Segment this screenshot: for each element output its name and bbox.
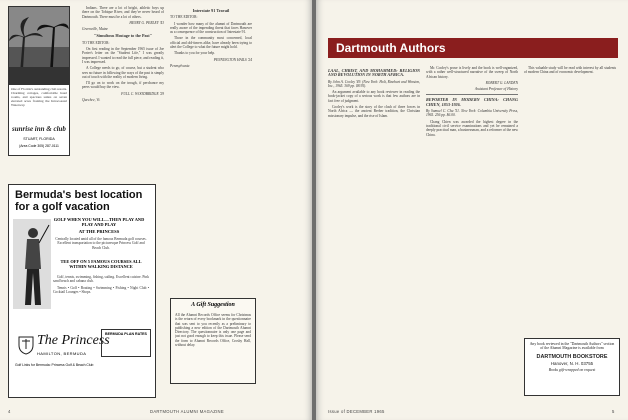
right-page: [316, 0, 628, 420]
letter3-title: Interstate 91 Travail: [192, 8, 230, 13]
review2-body1: Chang Chien was awarded the highest degree in the traditional civil service examinations and yet he remained a deeply practical man, a businessman, and a reformer of the new China.: [426, 119, 518, 137]
gift-body: All the Alumni Records Office seems for Christmas is the return of every bookmark in the questionnaire that was sent to you recently as a preliminary to publishing a new edition of the Dartmouth Alumni Directory. The questionnaire is only one page and just not good enough to keep this issue. Please send the form to Alumni Records Office, Crosby Hall, without delay.: [175, 313, 251, 348]
bookstore-name: DARTMOUTH BOOKSTORE: [536, 353, 608, 360]
letter3-body1: I wonder how many of the alumni of Dartmouth are really aware of the impending threat that faces Hanover as a consequence of the construction of Interstate 91.: [170, 21, 252, 35]
plan-box: [101, 329, 151, 357]
review1-body2: Cooley's work is the story of the clash of three forces in North Africa — the ancient Berber tradition, the Christian missionary impulse, and the rise of Islam.: [328, 105, 420, 118]
review2-body2: This valuable study will be read with interest by all students of modern China and of economic development.: [524, 66, 616, 75]
review1-body1: An argument available to any book reviewer in reading the book-jacket copy of a serious work is that few authors are in fact free of judgment.: [328, 90, 420, 103]
review2-title: REPORTER IN MODERN CHINA: CHANG CHIEN, 1853-1926.: [426, 97, 518, 107]
letter3-body2: Those in the community most concerned, local official and old-timers alike, have already been trying to alert the College to what the future might hold.: [170, 36, 252, 50]
plan-rates: BERMUDA PLAN RATES: [105, 332, 147, 336]
review1-body3: Mr. Cooley's prose is lively and the book is well-organized, with a rather well-structured narrative of the sweep of North African history.: [426, 66, 518, 79]
letter2-body2: A College needs to go, of course, but a student who sees no future in following the ways of the past is simply out of touch with the reality of modern living.: [82, 66, 164, 79]
golfer-photo: [13, 219, 51, 309]
letter2-place: Quechee, Vt.: [82, 98, 101, 103]
right-page-number: 5: [612, 409, 615, 414]
sunrise-place: STUART, FLORIDA: [23, 137, 55, 141]
letters-column-1: [82, 6, 164, 178]
review1-byline: By John A. Cooley '49. (New York: Holt, Rinehart and Winston, Inc., 1965. 369 pp. $8.95).: [328, 79, 420, 88]
letter3-body3: Thanks to you for your help.: [174, 51, 216, 56]
letter3-to: TO THE EDITOR:: [170, 15, 198, 20]
palm-photo: [9, 7, 69, 85]
divider: [426, 94, 518, 95]
gift-title: A Gift Suggestion: [191, 302, 235, 308]
review1-sig-title: Assistant Professor of History: [474, 87, 518, 92]
review1-sig: ROBERT G. LANDEN: [485, 80, 518, 85]
letter2-to: TO THE EDITOR:: [82, 40, 110, 45]
bookstore-addr: Hanover, N. H. 03755: [550, 360, 594, 366]
review2-byline: By Samuel C. Chu '51. New York: Columbia University Press, 1965. 256 pp. $6.00.: [426, 109, 518, 118]
letters-column-2: [170, 6, 252, 206]
bermuda-footer: Golf Links for Bermuda: Princess Golf & Beach Club: [15, 363, 94, 367]
letter1-body: Indians. There are a lot of bright, athletic boys up there on the Tobique River, and they've never heard of Dartmouth. There must be a lot of others.: [82, 6, 164, 19]
sunrise-phone: (Area Code 305) 287-0111: [19, 144, 59, 148]
bermuda-sub: GOLF WHEN YOU WILL—THEN PLAY AND PLAY AND PLAY: [53, 217, 145, 227]
sunrise-caption: One of Florida's outstanding club resorts. Charming cottages, comfortable hotel rooms, and spacious suites on seven elevated acres fronting the Intracoastal Waterway.: [11, 87, 67, 107]
letter1-place: Greenville, Maine: [82, 27, 109, 32]
bookstore-line1: Any book reviewed in the "Dartmouth Authors" section of the Alumni Magazine is available from: [529, 342, 615, 351]
letter2-sig: FULL C. WOODBRIDGE '29: [121, 91, 164, 96]
review-column-2: [426, 66, 518, 396]
review-column-3: [524, 66, 616, 328]
letter1-sig: HENRY G. PERLEY '43: [129, 20, 164, 25]
princess-logo: The Princess: [37, 333, 110, 348]
letter2-body3: I'll go on to work on the trough, if perchance my peers would buy the view.: [82, 81, 164, 90]
left-page-number: 4: [8, 409, 11, 414]
bermuda-details: Golf, tennis, swimming, fishing, sailing. Excellent cuisine. Pink sand beach and cabana club. Tennis • Golf • Boating • Swimming • Fishing • Night Club • Cocktail Lounges • Shops.: [53, 275, 149, 294]
bermuda-at: AT THE PRINCESS: [78, 229, 120, 234]
bermuda-body: Centrally located amid all of the famous Bermuda golf courses. Excellent transportation to the picturesque Princess Golf and Beach Club.: [55, 237, 147, 250]
sunrise-logo: sunrise inn & club: [12, 125, 66, 133]
sunrise-ad: [8, 6, 70, 156]
review-column-1: [328, 66, 420, 396]
right-footer: Issue of DECEMBER 1965: [328, 409, 385, 414]
letter3-place: Pennsylvania: [170, 63, 190, 68]
left-footer: DARTMOUTH ALUMNI MAGAZINE: [150, 409, 224, 414]
gift-box: [170, 298, 256, 384]
review1-title: LAAL, CHRIST, AND MOHAMMED: RELIGION AND REVOLUTION IN NORTH AFRICA.: [328, 68, 420, 78]
letter2-title: "Simultous Hostage to the Past": [94, 33, 152, 39]
princess-sub: HAMILTON, BERMUDA: [37, 351, 87, 356]
bookstore-note: Books gift-wrapped on request: [548, 367, 596, 372]
bermuda-ad: [8, 184, 156, 398]
bermuda-headline: Bermuda's best location for a golf vacation: [15, 189, 143, 213]
crest-icon: [17, 335, 35, 355]
left-page: [0, 0, 312, 420]
letter3-sig: PENNINGTON HAILS '24: [213, 57, 252, 62]
bookstore-ad: [524, 338, 620, 396]
letter2-body1: On first reading in the September 1965 issue of Joe Porter's letter on the "Student Life," I was greatly impressed. I wanted to read the full piece, and reading it, I was impressed.: [82, 47, 164, 64]
section-header: Dartmouth Authors: [328, 38, 618, 58]
bermuda-cta: TEE OFF ON 5 FAMOUS COURSES ALL WITHIN WALKING DISTANCE: [60, 259, 142, 269]
